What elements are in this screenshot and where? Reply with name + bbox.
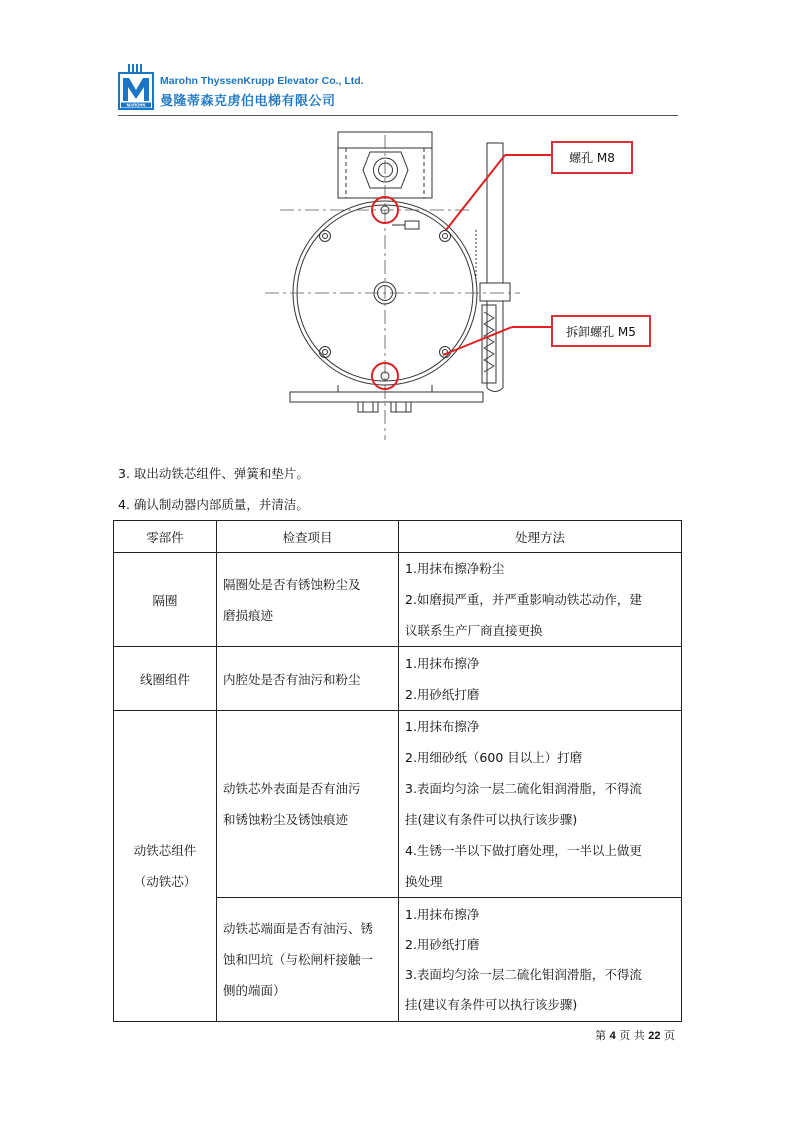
method-cell bbox=[399, 898, 682, 1022]
callout-m8-hole: 螺孔 M8 bbox=[551, 141, 633, 174]
part-cell bbox=[114, 711, 217, 1022]
method-line: 3.表面均匀涂一层二硫化钼润滑脂，不得流 bbox=[405, 781, 642, 796]
item-line: 侧的端面） bbox=[223, 983, 286, 998]
callout-m5-hole: 拆卸螺孔 M5 bbox=[551, 315, 651, 347]
svg-text:MAROHN: MAROHN bbox=[126, 102, 146, 108]
method-line: 换处理 bbox=[405, 874, 443, 889]
item-cell bbox=[217, 898, 399, 1022]
part-cell: 隔圈 bbox=[114, 553, 217, 647]
company-name-en: Marohn ThyssenKrupp Elevator Co., Ltd. bbox=[160, 75, 364, 87]
method-cell bbox=[399, 711, 682, 898]
page-total: 22 bbox=[648, 1030, 661, 1042]
page-footer bbox=[595, 1027, 675, 1043]
method-line: 2.用砂纸打磨 bbox=[405, 936, 480, 952]
page-number: 4 bbox=[609, 1030, 616, 1042]
inspection-table bbox=[113, 520, 682, 1022]
item-cell: 内腔处是否有油污和粉尘 bbox=[217, 647, 399, 711]
part-cell: 线圈组件 bbox=[114, 647, 217, 711]
step-4: 4. 确认制动器内部质量，并清洁。 bbox=[118, 497, 309, 512]
method-line: 1.用抹布擦净粉尘 bbox=[405, 561, 505, 576]
method-line: 1.用抹布擦净 bbox=[405, 719, 480, 734]
method-line: 议联系生产厂商直接更换 bbox=[405, 623, 543, 638]
item-line: 和锈蚀粉尘及锈蚀痕迹 bbox=[223, 812, 349, 827]
item-cell bbox=[217, 711, 399, 898]
item-line: 隔圈处是否有锈蚀粉尘及 bbox=[223, 576, 361, 592]
header-part: 零部件 bbox=[114, 521, 217, 553]
item-line: 动铁芯端面是否有油污、锈 bbox=[223, 921, 374, 936]
method-cell bbox=[399, 553, 682, 647]
company-name-cn: 曼隆蒂森克虏伯电梯有限公司 bbox=[160, 94, 336, 109]
method-line: 2.如磨损严重，并严重影响动铁芯动作，建 bbox=[405, 592, 642, 607]
table-row bbox=[114, 647, 682, 711]
brake-drawing bbox=[0, 0, 793, 460]
method-cell bbox=[399, 647, 682, 711]
step-3: 3. 取出动铁芯组件、弹簧和垫片。 bbox=[118, 466, 309, 481]
table-row bbox=[114, 553, 682, 647]
method-line: 挂(建议有条件可以执行该步骤) bbox=[405, 812, 578, 827]
item-cell bbox=[217, 553, 399, 647]
item-line: 磨损痕迹 bbox=[223, 607, 274, 623]
header-item: 检查项目 bbox=[217, 521, 399, 553]
method-line: 2.用砂纸打磨 bbox=[405, 686, 480, 702]
part-line: 动铁芯组件 bbox=[133, 843, 197, 858]
method-line: 1.用抹布擦净 bbox=[405, 906, 480, 922]
method-line: 3.表面均匀涂一层二硫化钼润滑脂，不得流 bbox=[405, 966, 642, 982]
table-header-row bbox=[114, 521, 682, 553]
header-method: 处理方法 bbox=[399, 521, 682, 553]
item-line: 动铁芯外表面是否有油污 bbox=[223, 781, 361, 796]
footer-prefix: 第 bbox=[595, 1029, 607, 1042]
method-line: 1.用抹布擦净 bbox=[405, 655, 480, 671]
method-line: 2.用细砂纸（600 目以上）打磨 bbox=[405, 750, 583, 765]
table-row bbox=[114, 711, 682, 898]
method-line: 4.生锈一半以下做打磨处理，一半以上做更 bbox=[405, 843, 642, 858]
footer-suffix: 页 bbox=[664, 1029, 675, 1042]
method-line: 挂(建议有条件可以执行该步骤) bbox=[405, 996, 578, 1012]
item-line: 蚀和凹坑（与松闸杆接触一 bbox=[223, 952, 374, 967]
part-line: （动铁芯） bbox=[133, 874, 197, 889]
footer-mid: 页 共 bbox=[619, 1029, 645, 1042]
